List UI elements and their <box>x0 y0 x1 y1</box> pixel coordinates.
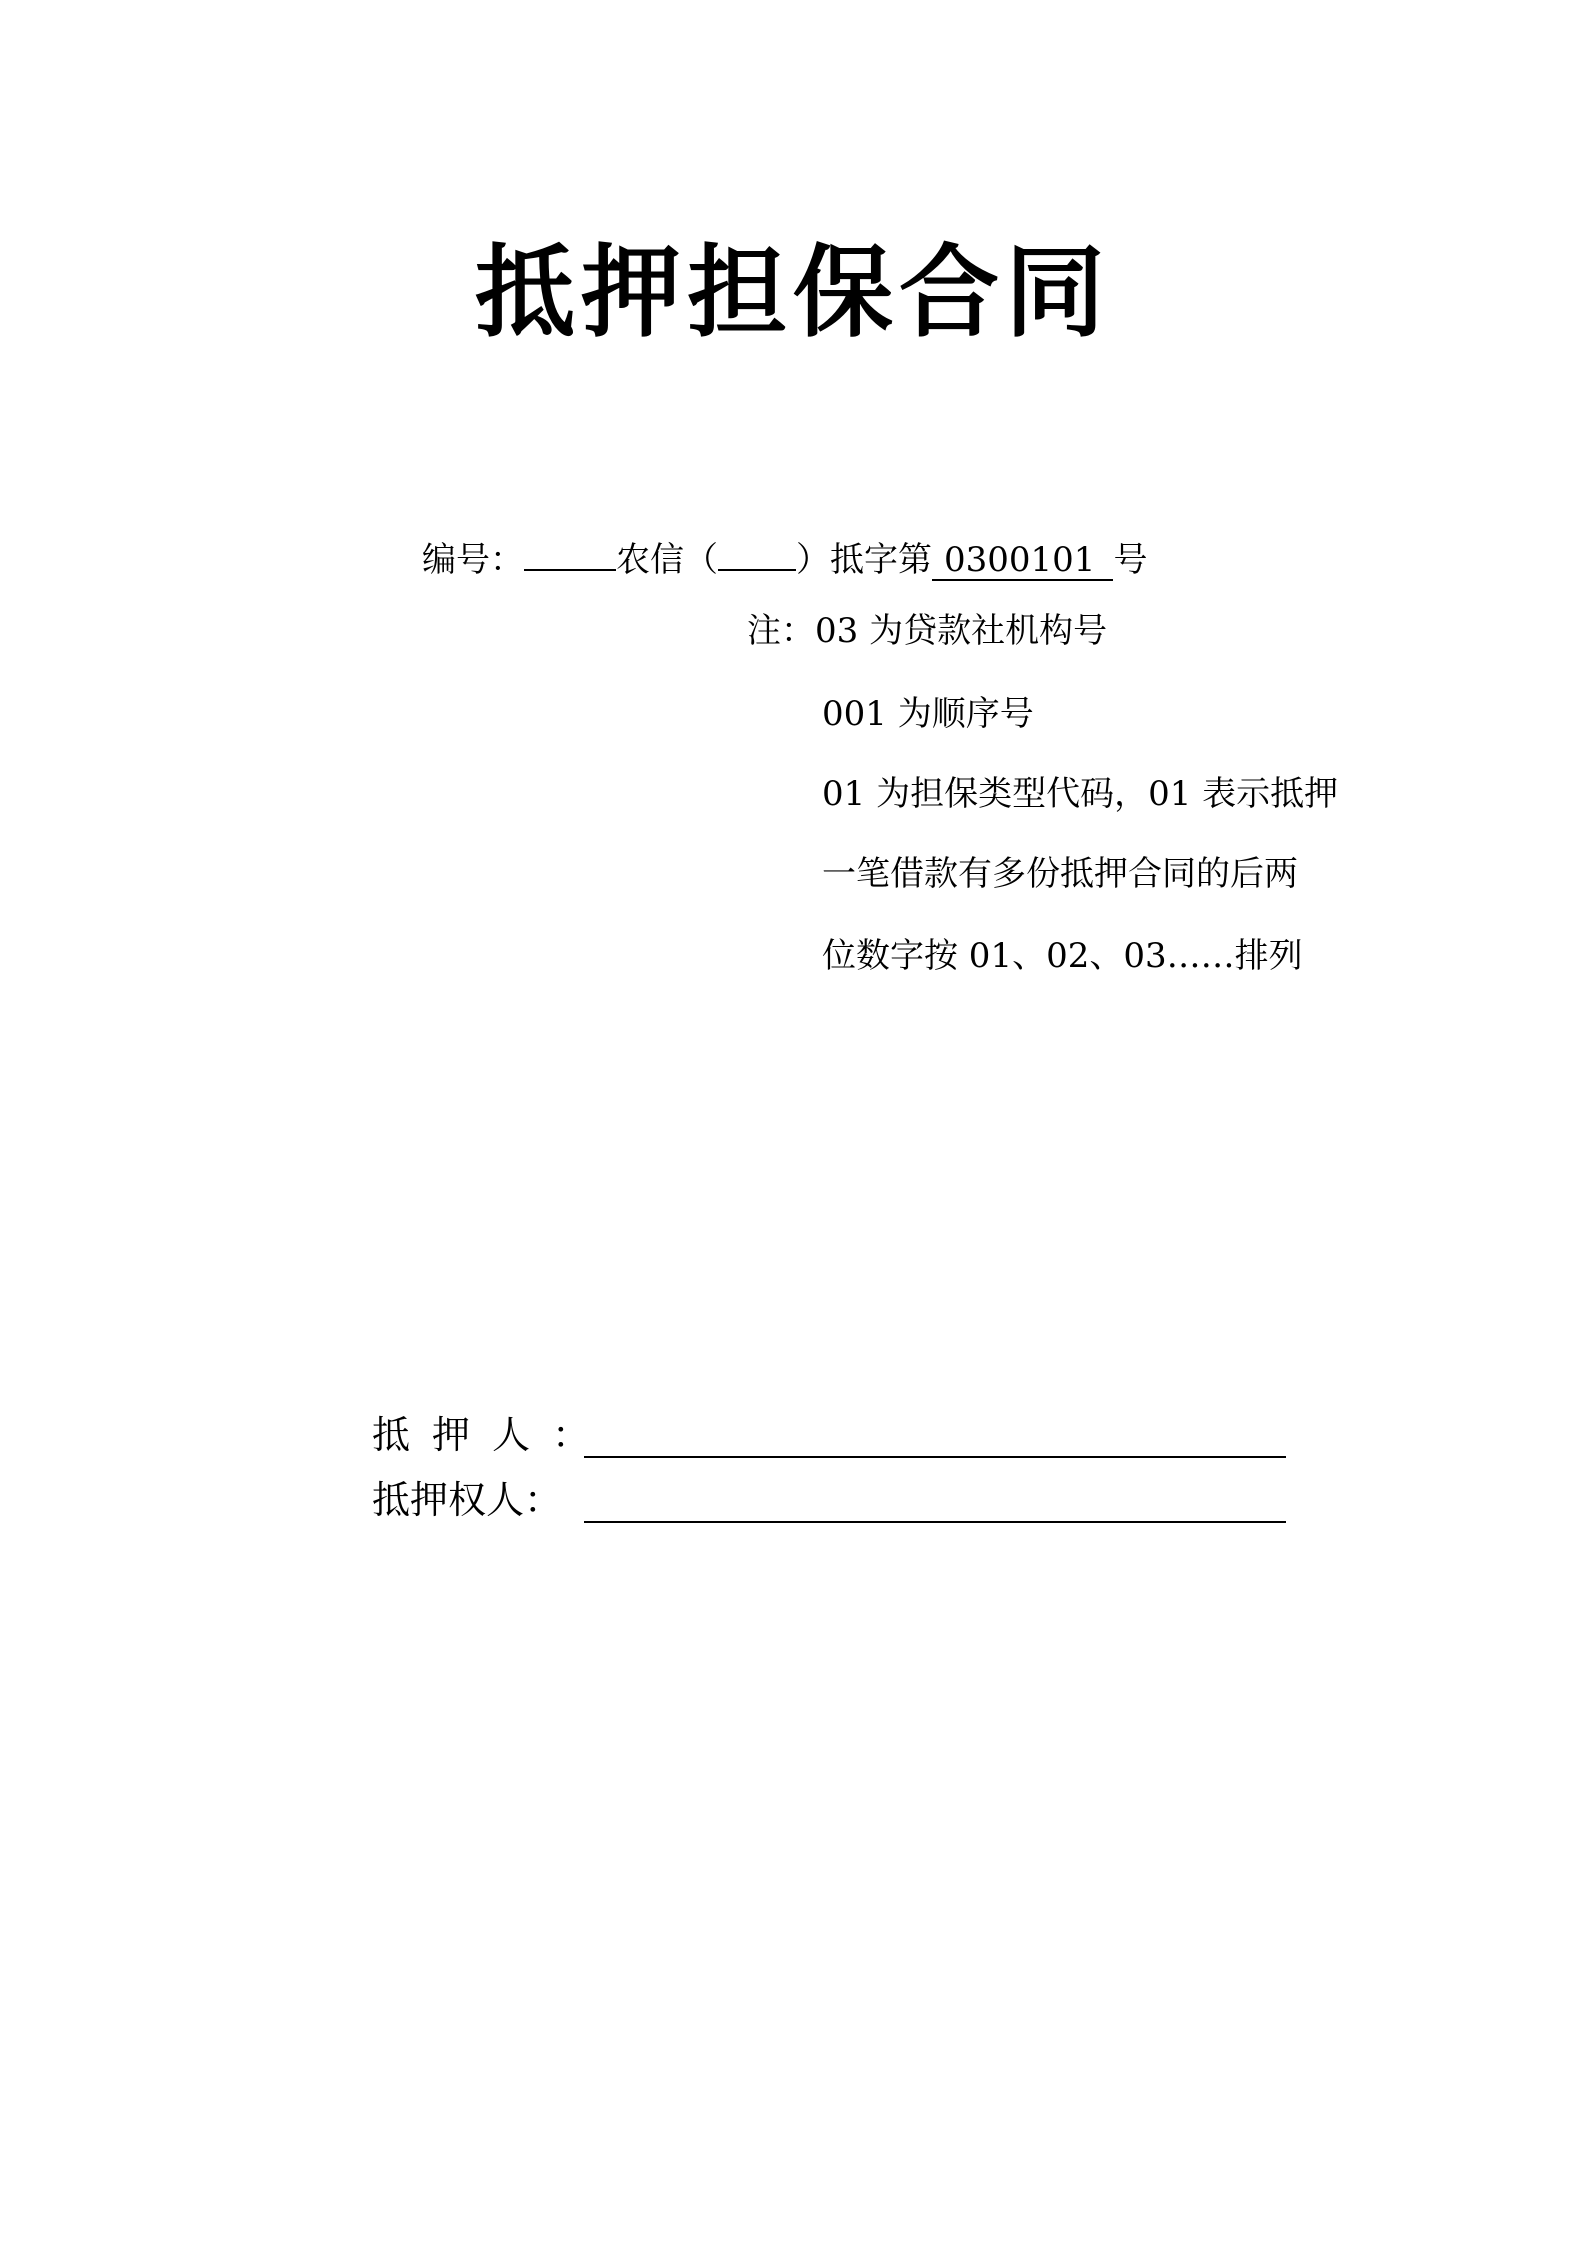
note-line-3: 01 为担保类型代码，01 表示抵押 <box>822 774 1339 814</box>
mortgagee-signature-line <box>584 1521 1286 1523</box>
number-close-text: ）抵字第 <box>796 540 932 580</box>
number-suffix: 号 <box>1113 540 1148 580</box>
mortgagor-signature-line <box>584 1456 1286 1458</box>
mortgagor-label: 抵押人： <box>372 1413 613 1457</box>
note-line-1: 注：03 为贷款社机构号 <box>747 611 1108 651</box>
document-title: 抵押担保合同 <box>475 233 1111 351</box>
note-line-2: 001 为顺序号 <box>822 694 1034 734</box>
contract-number-line <box>422 537 1147 582</box>
contract-serial-number: 0300101 <box>932 541 1113 581</box>
mortgagee-label: 抵押权人： <box>372 1478 563 1522</box>
number-label: 编号： <box>422 540 524 580</box>
note-line-4: 一笔借款有多份抵押合同的后两 <box>822 854 1298 894</box>
number-blank-year <box>718 537 796 571</box>
note-line-5: 位数字按 01、02、03……排列 <box>822 936 1303 976</box>
number-blank-region <box>524 537 616 571</box>
number-bank-text: 农信（ <box>616 540 718 580</box>
